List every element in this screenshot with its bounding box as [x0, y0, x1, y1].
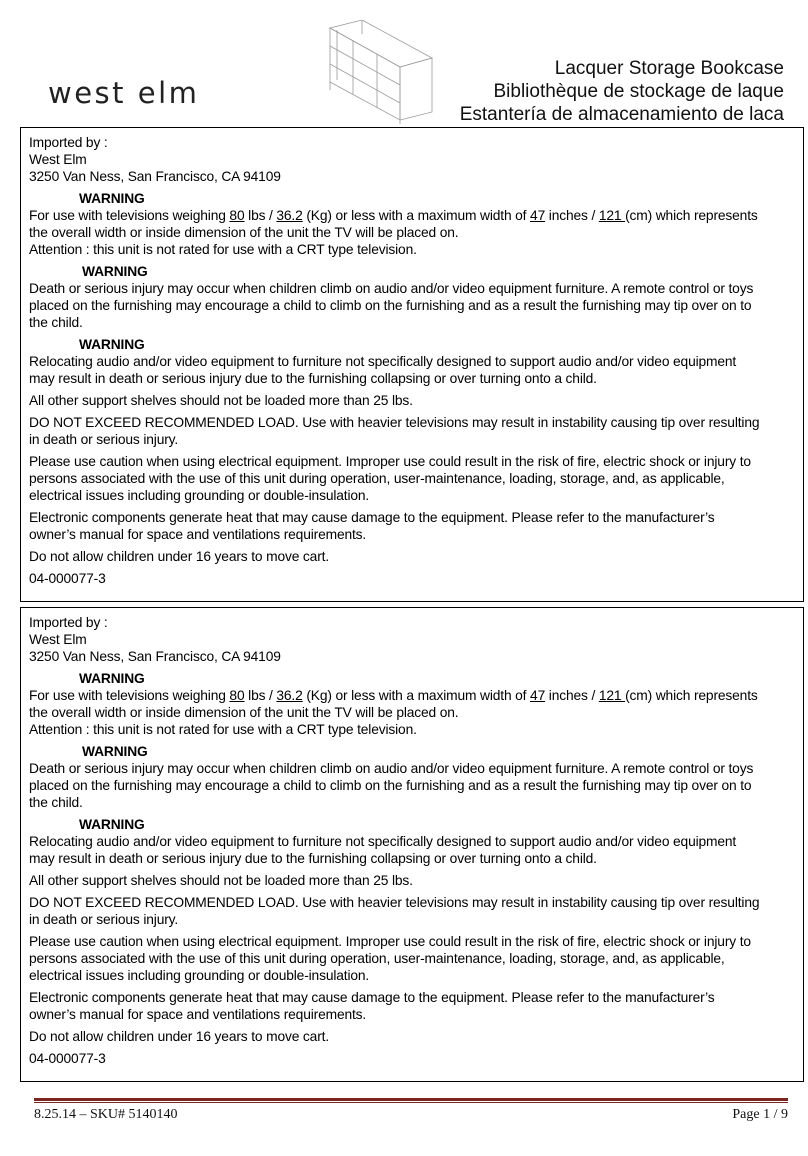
weight-lbs: 80: [229, 688, 245, 703]
warning-heading: WARNING: [79, 191, 145, 206]
footer-divider-thin: [34, 1102, 788, 1103]
crt-notice: Attention : this unit is not rated for use with a CRT type television.: [29, 242, 417, 257]
warning-heading: WARNING: [79, 671, 145, 686]
climb-text: Death or serious injury may occur when children climb on audio and/or video equipment furniture. A remote control or toys: [29, 761, 754, 776]
climb-text: placed on the furnishing may encourage a child to climb on the furnishing and as a result the furnishing may tip over on to: [29, 298, 752, 313]
children-cart-notice: Do not allow children under 16 years to move cart.: [29, 549, 330, 564]
shelf-load-text: All other support shelves should not be loaded more than 25 lbs.: [29, 393, 413, 408]
electrical-caution: Please use caution when using electrical equipment. Improper use could result in the risk of fire, electric shock or injury to persons associated with the use of this unit during operation, user-maintenance, loading, storage, and, as applicable, electrical issues including grounding or double-insulation.: [29, 454, 751, 503]
brand-logo: west elm: [48, 76, 200, 110]
product-titles: [460, 57, 784, 126]
load-warning: DO NOT EXCEED RECOMMENDED LOAD. Use with heavier televisions may result in instability causing tip over resulting in death or serious injury.: [29, 415, 760, 447]
relocate-text: may result in death or serious injury due to the furnishing collapsing or over turning onto a child.: [29, 851, 597, 866]
tv-width-text: the overall width or inside dimension of the unit the TV will be placed on.: [29, 225, 459, 240]
label-code: 04-000077-3: [29, 1051, 106, 1066]
warning-label-1: [20, 127, 804, 602]
tv-width-text: the overall width or inside dimension of the unit the TV will be placed on.: [29, 705, 459, 720]
weight-lbs: 80: [229, 208, 245, 223]
tv-weight-text: For use with televisions weighing 80 lbs / 36.2 (Kg) or less with a maximum width of 47 inches / 121 (cm) which represents: [29, 208, 758, 223]
company-address: 3250 Van Ness, San Francisco, CA 94109: [29, 649, 281, 664]
company-name: West Elm: [29, 632, 87, 647]
imported-by: Imported by :: [29, 615, 108, 630]
title-english: Lacquer Storage Bookcase: [554, 58, 784, 79]
climb-text: the child.: [29, 315, 83, 330]
warning-heading: WARNING: [79, 817, 145, 832]
tv-weight-text: For use with televisions weighing 80 lbs / 36.2 (Kg) or less with a maximum width of 47 inches / 121 (cm) which represents: [29, 688, 758, 703]
weight-kg: 36.2: [276, 688, 303, 703]
warning-heading: WARNING: [79, 337, 145, 352]
warning-label-2: [20, 607, 804, 1082]
page-number: Page 1 / 9: [732, 1107, 788, 1122]
company-name: West Elm: [29, 152, 87, 167]
crt-notice: Attention : this unit is not rated for use with a CRT type television.: [29, 722, 417, 737]
electrical-caution: Please use caution when using electrical equipment. Improper use could result in the risk of fire, electric shock or injury to persons associated with the use of this unit during operation, user-maintenance, loading, storage, and, as applicable, electrical issues including grounding or double-insulation.: [29, 934, 751, 983]
title-french: Bibliothèque de stockage de laque: [493, 81, 784, 102]
width-cm: 121: [598, 688, 626, 703]
imported-by: Imported by :: [29, 135, 108, 150]
relocate-text: may result in death or serious injury due to the furnishing collapsing or over turning onto a child.: [29, 371, 597, 386]
relocate-text: Relocating audio and/or video equipment to furniture not specifically designed to support audio and/or video equipment: [29, 834, 737, 849]
footer-divider: [34, 1098, 788, 1101]
page-header: [0, 0, 808, 128]
climb-text: Death or serious injury may occur when children climb on audio and/or video equipment furniture. A remote control or toys: [29, 281, 754, 296]
warning-heading: WARNING: [82, 264, 148, 279]
load-warning: DO NOT EXCEED RECOMMENDED LOAD. Use with heavier televisions may result in instability causing tip over resulting in death or serious injury.: [29, 895, 760, 927]
label-code: 04-000077-3: [29, 571, 106, 586]
heat-notice: Electronic components generate heat that may cause damage to the equipment. Please refer to the manufacturer’s owner’s manual for space and ventilations requirements.: [29, 510, 715, 542]
weight-kg: 36.2: [276, 208, 303, 223]
climb-text: the child.: [29, 795, 83, 810]
shelf-load-text: All other support shelves should not be loaded more than 25 lbs.: [29, 873, 413, 888]
title-spanish: Estantería de almacenamiento de laca: [459, 104, 784, 125]
width-cm: 121: [598, 208, 626, 223]
bookcase-illustration: [322, 20, 437, 124]
company-address: 3250 Van Ness, San Francisco, CA 94109: [29, 169, 281, 184]
width-inches: 47: [530, 688, 546, 703]
date-sku: 8.25.14 – SKU# 5140140: [34, 1107, 178, 1122]
width-inches: 47: [530, 208, 546, 223]
relocate-text: Relocating audio and/or video equipment to furniture not specifically designed to support audio and/or video equipment: [29, 354, 737, 369]
children-cart-notice: Do not allow children under 16 years to move cart.: [29, 1029, 330, 1044]
climb-text: placed on the furnishing may encourage a child to climb on the furnishing and as a result the furnishing may tip over on to: [29, 778, 752, 793]
warning-heading: WARNING: [82, 744, 148, 759]
heat-notice: Electronic components generate heat that may cause damage to the equipment. Please refer to the manufacturer’s owner’s manual for space and ventilations requirements.: [29, 990, 715, 1022]
